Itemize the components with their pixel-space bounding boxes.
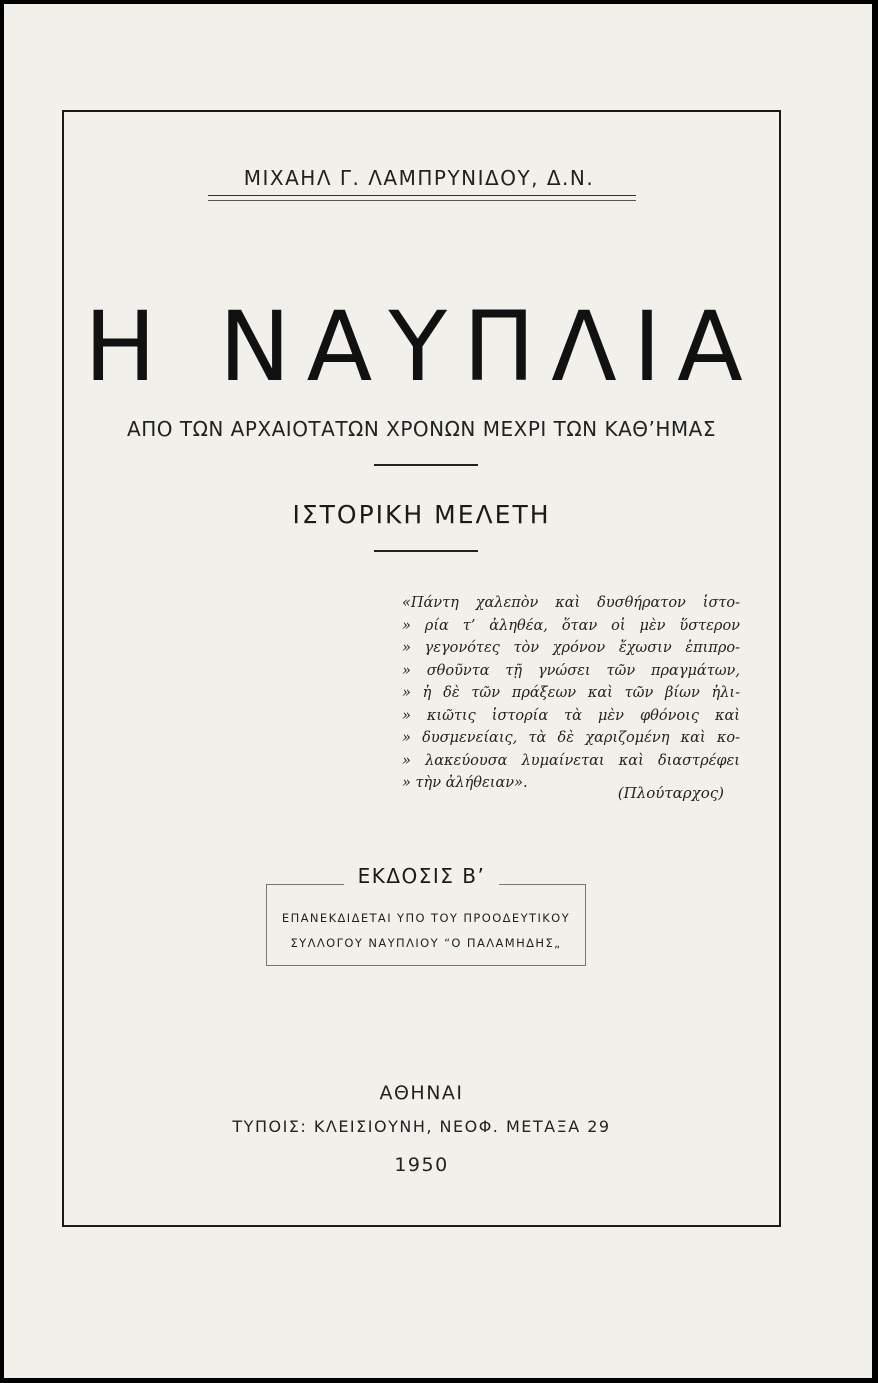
edition-label: ΕΚΔΟΣΙΣ Β’ bbox=[344, 864, 500, 888]
imprint-year: 1950 bbox=[394, 1154, 449, 1176]
quote-line: » κιῶτις ἱστορία τὰ μὲν φθόνοις καὶ bbox=[402, 707, 740, 724]
author-name: ΜΙΧΑΗΛ Γ. ΛΑΜΠΡΥΝΙΔΟΥ, Δ.Ν. bbox=[243, 166, 595, 190]
quote-line: » δυσμενείαις, τὰ δὲ χαριζομένη καὶ κο- bbox=[402, 730, 740, 746]
quote-line: » σθοῦντα τῇ γνώσει τῶν πραγμάτων, bbox=[402, 662, 740, 679]
author-underline bbox=[208, 195, 636, 201]
divider-rule bbox=[374, 550, 478, 552]
republication-line: ΕΠΑΝΕΚΔΙΔΕΤΑΙ ΥΠΟ ΤΟΥ ΠΡΟΟΔΕΥΤΙΚΟΥ bbox=[281, 911, 571, 925]
epigraph-quote bbox=[402, 592, 740, 795]
divider-rule bbox=[374, 464, 478, 466]
quote-line: » γεγονότες τὸν χρόνον ἔχωσιν ἐπιπρο- bbox=[402, 640, 740, 656]
quote-line: » τὴν ἀλήθειαν». bbox=[402, 775, 528, 791]
quote-attribution: (Πλούταρχος) bbox=[617, 784, 724, 802]
quote-line: » ρία τ’ ἀληθέα, ὅταν οἱ μὲν ὕστερον bbox=[402, 617, 740, 634]
book-title: Η ΝΑΥΠΛΙΑ bbox=[84, 291, 759, 403]
book-subtitle: ΑΠΟ ΤΩΝ ΑΡΧΑΙΟΤΑΤΩΝ ΧΡΟΝΩΝ ΜΕΧΡΙ ΤΩΝ ΚΑΘ’ΗΜΑΣ bbox=[127, 417, 716, 441]
republication-line: ΣΥΛΛΟΓΟΥ ΝΑΥΠΛΙΟΥ “Ο ΠΑΛΑΜΗΔΗΣ„ bbox=[290, 936, 562, 950]
imprint-city: ΑΘΗΝΑΙ bbox=[379, 1082, 464, 1104]
republication-note bbox=[266, 906, 586, 956]
imprint-printer: ΤΥΠΟΙΣ: ΚΛΕΙΣΙΟΥΝΗ, ΝΕΟΦ. ΜΕΤΑΞΑ 29 bbox=[232, 1117, 611, 1136]
quote-line: «Πάντη χαλεπὸν καὶ δυσθήρατον ἱστο- bbox=[402, 595, 740, 611]
edition-label-wrap bbox=[64, 864, 779, 888]
title-page bbox=[4, 4, 872, 1378]
study-label: ΙΣΤΟΡΙΚΗ ΜΕΛΕΤΗ bbox=[292, 500, 551, 529]
quote-line: » λακεύουσα λυμαίνεται καὶ διαστρέφει bbox=[402, 752, 740, 769]
quote-line: » ἡ δὲ τῶν πράξεων καὶ τῶν βίων ἡλι- bbox=[402, 685, 740, 701]
